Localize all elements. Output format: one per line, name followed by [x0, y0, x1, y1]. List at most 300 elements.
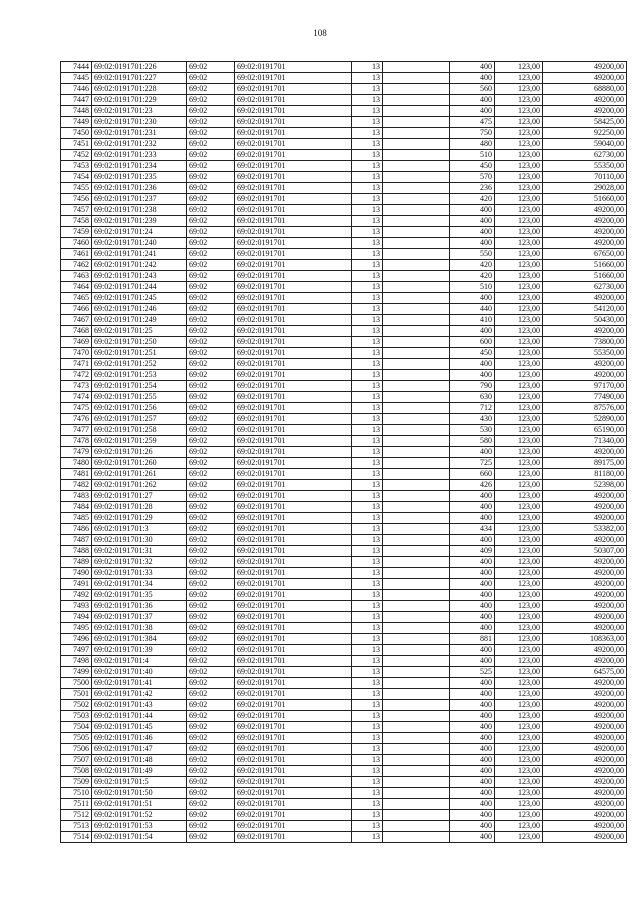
specific-value: 123,00: [495, 161, 543, 172]
table-row: [61, 513, 627, 524]
cadastral-value: 49200,00: [543, 810, 627, 821]
cadastral-quarter: 69:02:0191701: [235, 183, 352, 194]
cadastral-value: 49200,00: [543, 766, 627, 777]
area: 400: [450, 788, 495, 799]
row-number: 7481: [61, 469, 92, 480]
cadastral-number: 69:02:0191701:250: [92, 337, 187, 348]
cadastral-number: 69:02:0191701:35: [92, 590, 187, 601]
empty-cell: [383, 799, 450, 810]
cadastral-value: 62730,00: [543, 150, 627, 161]
category-code: 13: [352, 359, 383, 370]
empty-cell: [383, 744, 450, 755]
area: 400: [450, 711, 495, 722]
empty-cell: [383, 205, 450, 216]
row-number: 7444: [61, 62, 92, 73]
area: 660: [450, 469, 495, 480]
row-number: 7463: [61, 271, 92, 282]
area: 400: [450, 491, 495, 502]
area: 400: [450, 557, 495, 568]
row-number: 7484: [61, 502, 92, 513]
area: 400: [450, 216, 495, 227]
region-code: 69:02: [187, 84, 235, 95]
cadastral-value: 49200,00: [543, 238, 627, 249]
table-row: [61, 348, 627, 359]
empty-cell: [383, 84, 450, 95]
empty-cell: [383, 73, 450, 84]
cadastral-number: 69:02:0191701:238: [92, 205, 187, 216]
cadastral-quarter: 69:02:0191701: [235, 359, 352, 370]
region-code: 69:02: [187, 766, 235, 777]
row-number: 7486: [61, 524, 92, 535]
cadastral-number: 69:02:0191701:3: [92, 524, 187, 535]
specific-value: 123,00: [495, 117, 543, 128]
area: 400: [450, 601, 495, 612]
specific-value: 123,00: [495, 381, 543, 392]
region-code: 69:02: [187, 260, 235, 271]
row-number: 7470: [61, 348, 92, 359]
cadastral-value: 49200,00: [543, 645, 627, 656]
row-number: 7454: [61, 172, 92, 183]
area: 750: [450, 128, 495, 139]
area: 400: [450, 744, 495, 755]
empty-cell: [383, 546, 450, 557]
specific-value: 123,00: [495, 458, 543, 469]
specific-value: 123,00: [495, 447, 543, 458]
table-row: [61, 711, 627, 722]
row-number: 7471: [61, 359, 92, 370]
cadastral-value: 51660,00: [543, 271, 627, 282]
region-code: 69:02: [187, 315, 235, 326]
empty-cell: [383, 95, 450, 106]
table-row: [61, 150, 627, 161]
table-row: [61, 106, 627, 117]
cadastral-number: 69:02:0191701:256: [92, 403, 187, 414]
specific-value: 123,00: [495, 315, 543, 326]
category-code: 13: [352, 513, 383, 524]
specific-value: 123,00: [495, 271, 543, 282]
region-code: 69:02: [187, 678, 235, 689]
region-code: 69:02: [187, 128, 235, 139]
category-code: 13: [352, 370, 383, 381]
area: 400: [450, 656, 495, 667]
row-number: 7479: [61, 447, 92, 458]
empty-cell: [383, 832, 450, 843]
empty-cell: [383, 480, 450, 491]
region-code: 69:02: [187, 337, 235, 348]
cadastral-value: 49200,00: [543, 623, 627, 634]
row-number: 7465: [61, 293, 92, 304]
region-code: 69:02: [187, 612, 235, 623]
empty-cell: [383, 172, 450, 183]
specific-value: 123,00: [495, 799, 543, 810]
row-number: 7510: [61, 788, 92, 799]
category-code: 13: [352, 524, 383, 535]
cadastral-value: 54120,00: [543, 304, 627, 315]
empty-cell: [383, 249, 450, 260]
area: 400: [450, 106, 495, 117]
category-code: 13: [352, 667, 383, 678]
empty-cell: [383, 425, 450, 436]
region-code: 69:02: [187, 194, 235, 205]
cadastral-quarter: 69:02:0191701: [235, 370, 352, 381]
cadastral-number: 69:02:0191701:46: [92, 733, 187, 744]
specific-value: 123,00: [495, 139, 543, 150]
empty-cell: [383, 216, 450, 227]
region-code: 69:02: [187, 645, 235, 656]
cadastral-number: 69:02:0191701:230: [92, 117, 187, 128]
table-row: [61, 447, 627, 458]
specific-value: 123,00: [495, 84, 543, 95]
region-code: 69:02: [187, 249, 235, 260]
cadastral-quarter: 69:02:0191701: [235, 414, 352, 425]
region-code: 69:02: [187, 788, 235, 799]
table-row: [61, 524, 627, 535]
cadastral-number: 69:02:0191701:242: [92, 260, 187, 271]
row-number: 7485: [61, 513, 92, 524]
cadastral-number: 69:02:0191701:262: [92, 480, 187, 491]
cadastral-value: 49200,00: [543, 513, 627, 524]
cadastral-quarter: 69:02:0191701: [235, 590, 352, 601]
cadastral-value: 70110,00: [543, 172, 627, 183]
region-code: 69:02: [187, 590, 235, 601]
cadastral-number: 69:02:0191701:255: [92, 392, 187, 403]
row-number: 7507: [61, 755, 92, 766]
table-row: [61, 425, 627, 436]
cadastral-quarter: 69:02:0191701: [235, 667, 352, 678]
empty-cell: [383, 337, 450, 348]
area: 426: [450, 480, 495, 491]
cadastral-number: 69:02:0191701:29: [92, 513, 187, 524]
category-code: 13: [352, 568, 383, 579]
area: 400: [450, 370, 495, 381]
cadastral-number: 69:02:0191701:235: [92, 172, 187, 183]
row-number: 7514: [61, 832, 92, 843]
area: 560: [450, 84, 495, 95]
cadastral-value: 51660,00: [543, 194, 627, 205]
cadastral-quarter: 69:02:0191701: [235, 205, 352, 216]
cadastral-quarter: 69:02:0191701: [235, 711, 352, 722]
category-code: 13: [352, 249, 383, 260]
empty-cell: [383, 524, 450, 535]
specific-value: 123,00: [495, 205, 543, 216]
cadastral-number: 69:02:0191701:4: [92, 656, 187, 667]
table-row: [61, 183, 627, 194]
empty-cell: [383, 359, 450, 370]
row-number: 7459: [61, 227, 92, 238]
specific-value: 123,00: [495, 777, 543, 788]
category-code: 13: [352, 744, 383, 755]
region-code: 69:02: [187, 821, 235, 832]
empty-cell: [383, 766, 450, 777]
specific-value: 123,00: [495, 183, 543, 194]
cadastral-number: 69:02:0191701:257: [92, 414, 187, 425]
table-row: [61, 612, 627, 623]
row-number: 7452: [61, 150, 92, 161]
cadastral-quarter: 69:02:0191701: [235, 447, 352, 458]
cadastral-value: 49200,00: [543, 601, 627, 612]
specific-value: 123,00: [495, 293, 543, 304]
area: 400: [450, 777, 495, 788]
specific-value: 123,00: [495, 557, 543, 568]
category-code: 13: [352, 315, 383, 326]
cadastral-value: 49200,00: [543, 744, 627, 755]
table-row: [61, 601, 627, 612]
category-code: 13: [352, 326, 383, 337]
cadastral-value: 49200,00: [543, 711, 627, 722]
table-row: [61, 359, 627, 370]
specific-value: 123,00: [495, 403, 543, 414]
cadastral-value: 49200,00: [543, 535, 627, 546]
cadastral-value: 49200,00: [543, 447, 627, 458]
area: 480: [450, 139, 495, 150]
cadastral-value: 71340,00: [543, 436, 627, 447]
cadastral-number: 69:02:0191701:30: [92, 535, 187, 546]
table-row: [61, 73, 627, 84]
cadastral-quarter: 69:02:0191701: [235, 678, 352, 689]
area: 475: [450, 117, 495, 128]
empty-cell: [383, 656, 450, 667]
cadastral-quarter: 69:02:0191701: [235, 117, 352, 128]
specific-value: 123,00: [495, 821, 543, 832]
specific-value: 123,00: [495, 304, 543, 315]
cadastral-number: 69:02:0191701:52: [92, 810, 187, 821]
category-code: 13: [352, 73, 383, 84]
region-code: 69:02: [187, 733, 235, 744]
area: 400: [450, 612, 495, 623]
row-number: 7506: [61, 744, 92, 755]
empty-cell: [383, 326, 450, 337]
table-row: [61, 766, 627, 777]
area: 400: [450, 733, 495, 744]
cadastral-number: 69:02:0191701:28: [92, 502, 187, 513]
region-code: 69:02: [187, 216, 235, 227]
region-code: 69:02: [187, 425, 235, 436]
cadastral-quarter: 69:02:0191701: [235, 700, 352, 711]
specific-value: 123,00: [495, 392, 543, 403]
region-code: 69:02: [187, 73, 235, 84]
category-code: 13: [352, 425, 383, 436]
cadastral-value: 52890,00: [543, 414, 627, 425]
row-number: 7493: [61, 601, 92, 612]
cadastral-number: 69:02:0191701:245: [92, 293, 187, 304]
region-code: 69:02: [187, 326, 235, 337]
category-code: 13: [352, 821, 383, 832]
row-number: 7503: [61, 711, 92, 722]
cadastral-value: 49200,00: [543, 788, 627, 799]
area: 400: [450, 73, 495, 84]
region-code: 69:02: [187, 304, 235, 315]
cadastral-quarter: 69:02:0191701: [235, 150, 352, 161]
cadastral-value: 92250,00: [543, 128, 627, 139]
cadastral-number: 69:02:0191701:226: [92, 62, 187, 73]
row-number: 7502: [61, 700, 92, 711]
category-code: 13: [352, 711, 383, 722]
table-row: [61, 777, 627, 788]
table-row: [61, 645, 627, 656]
cadastral-quarter: 69:02:0191701: [235, 755, 352, 766]
area: 400: [450, 623, 495, 634]
empty-cell: [383, 678, 450, 689]
cadastral-quarter: 69:02:0191701: [235, 172, 352, 183]
cadastral-number: 69:02:0191701:27: [92, 491, 187, 502]
empty-cell: [383, 700, 450, 711]
cadastral-number: 69:02:0191701:260: [92, 458, 187, 469]
category-code: 13: [352, 436, 383, 447]
cadastral-number: 69:02:0191701:23: [92, 106, 187, 117]
region-code: 69:02: [187, 205, 235, 216]
region-code: 69:02: [187, 161, 235, 172]
table-row: [61, 370, 627, 381]
specific-value: 123,00: [495, 436, 543, 447]
cadastral-value: 49200,00: [543, 821, 627, 832]
empty-cell: [383, 304, 450, 315]
empty-cell: [383, 502, 450, 513]
empty-cell: [383, 612, 450, 623]
category-code: 13: [352, 293, 383, 304]
table-row: [61, 128, 627, 139]
table-row: [61, 689, 627, 700]
cadastral-number: 69:02:0191701:239: [92, 216, 187, 227]
cadastral-number: 69:02:0191701:228: [92, 84, 187, 95]
cadastral-value-table: [60, 61, 627, 843]
row-number: 7504: [61, 722, 92, 733]
category-code: 13: [352, 161, 383, 172]
cadastral-value: 51660,00: [543, 260, 627, 271]
cadastral-number: 69:02:0191701:47: [92, 744, 187, 755]
table-row: [61, 502, 627, 513]
area: 430: [450, 414, 495, 425]
cadastral-number: 69:02:0191701:32: [92, 557, 187, 568]
empty-cell: [383, 755, 450, 766]
specific-value: 123,00: [495, 711, 543, 722]
cadastral-quarter: 69:02:0191701: [235, 271, 352, 282]
empty-cell: [383, 403, 450, 414]
row-number: 7464: [61, 282, 92, 293]
cadastral-value: 49200,00: [543, 557, 627, 568]
table-row: [61, 95, 627, 106]
region-code: 69:02: [187, 95, 235, 106]
specific-value: 123,00: [495, 249, 543, 260]
specific-value: 123,00: [495, 172, 543, 183]
empty-cell: [383, 513, 450, 524]
category-code: 13: [352, 645, 383, 656]
region-code: 69:02: [187, 414, 235, 425]
cadastral-number: 69:02:0191701:37: [92, 612, 187, 623]
region-code: 69:02: [187, 117, 235, 128]
region-code: 69:02: [187, 777, 235, 788]
cadastral-quarter: 69:02:0191701: [235, 458, 352, 469]
cadastral-value: 49200,00: [543, 370, 627, 381]
row-number: 7511: [61, 799, 92, 810]
empty-cell: [383, 315, 450, 326]
region-code: 69:02: [187, 238, 235, 249]
cadastral-value: 49200,00: [543, 568, 627, 579]
region-code: 69:02: [187, 282, 235, 293]
cadastral-number: 69:02:0191701:227: [92, 73, 187, 84]
specific-value: 123,00: [495, 678, 543, 689]
row-number: 7458: [61, 216, 92, 227]
region-code: 69:02: [187, 799, 235, 810]
specific-value: 123,00: [495, 359, 543, 370]
region-code: 69:02: [187, 381, 235, 392]
cadastral-quarter: 69:02:0191701: [235, 326, 352, 337]
cadastral-quarter: 69:02:0191701: [235, 469, 352, 480]
row-number: 7505: [61, 733, 92, 744]
table-row: [61, 755, 627, 766]
area: 400: [450, 62, 495, 73]
cadastral-number: 69:02:0191701:252: [92, 359, 187, 370]
cadastral-quarter: 69:02:0191701: [235, 106, 352, 117]
empty-cell: [383, 590, 450, 601]
row-number: 7480: [61, 458, 92, 469]
empty-cell: [383, 414, 450, 425]
specific-value: 123,00: [495, 238, 543, 249]
cadastral-value: 49200,00: [543, 205, 627, 216]
specific-value: 123,00: [495, 260, 543, 271]
area: 580: [450, 436, 495, 447]
area: 570: [450, 172, 495, 183]
empty-cell: [383, 392, 450, 403]
specific-value: 123,00: [495, 194, 543, 205]
cadastral-quarter: 69:02:0191701: [235, 315, 352, 326]
cadastral-quarter: 69:02:0191701: [235, 392, 352, 403]
area: 400: [450, 590, 495, 601]
table-row: [61, 282, 627, 293]
area: 725: [450, 458, 495, 469]
empty-cell: [383, 722, 450, 733]
specific-value: 123,00: [495, 700, 543, 711]
specific-value: 123,00: [495, 535, 543, 546]
specific-value: 123,00: [495, 282, 543, 293]
cadastral-number: 69:02:0191701:261: [92, 469, 187, 480]
table-row: [61, 84, 627, 95]
empty-cell: [383, 535, 450, 546]
table-row: [61, 667, 627, 678]
specific-value: 123,00: [495, 601, 543, 612]
category-code: 13: [352, 458, 383, 469]
cadastral-number: 69:02:0191701:42: [92, 689, 187, 700]
table-row: [61, 117, 627, 128]
empty-cell: [383, 282, 450, 293]
cadastral-quarter: 69:02:0191701: [235, 491, 352, 502]
area: 450: [450, 161, 495, 172]
category-code: 13: [352, 183, 383, 194]
category-code: 13: [352, 128, 383, 139]
cadastral-number: 69:02:0191701:25: [92, 326, 187, 337]
category-code: 13: [352, 601, 383, 612]
cadastral-quarter: 69:02:0191701: [235, 777, 352, 788]
row-number: 7475: [61, 403, 92, 414]
empty-cell: [383, 623, 450, 634]
cadastral-quarter: 69:02:0191701: [235, 689, 352, 700]
row-number: 7491: [61, 579, 92, 590]
cadastral-quarter: 69:02:0191701: [235, 282, 352, 293]
table-row: [61, 590, 627, 601]
table-row: [61, 821, 627, 832]
empty-cell: [383, 447, 450, 458]
region-code: 69:02: [187, 601, 235, 612]
cadastral-quarter: 69:02:0191701: [235, 656, 352, 667]
row-number: 7468: [61, 326, 92, 337]
cadastral-value: 49200,00: [543, 733, 627, 744]
empty-cell: [383, 370, 450, 381]
empty-cell: [383, 381, 450, 392]
area: 400: [450, 293, 495, 304]
category-code: 13: [352, 722, 383, 733]
area: 600: [450, 337, 495, 348]
cadastral-quarter: 69:02:0191701: [235, 62, 352, 73]
row-number: 7448: [61, 106, 92, 117]
